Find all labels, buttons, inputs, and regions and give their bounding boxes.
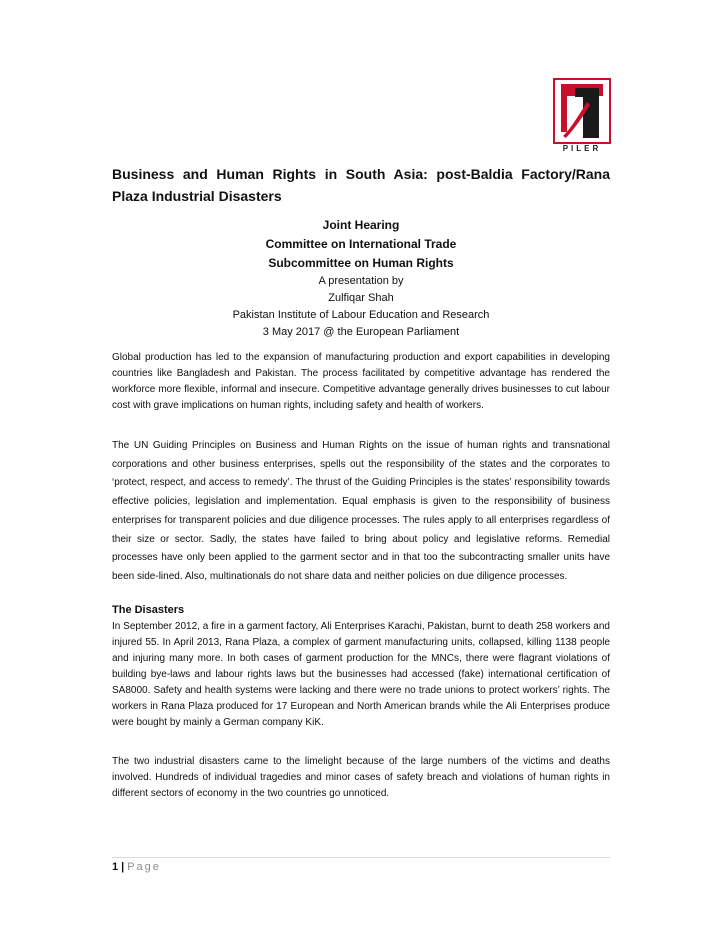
hearing-block xyxy=(112,216,610,341)
page-footer xyxy=(112,861,161,873)
section-heading-disasters: The Disasters xyxy=(112,604,185,616)
paragraph-limelight: The two industrial disasters came to the limelight because of the large numbers of the victims and deaths involved. Hundreds of individual tragedies and minor cases of safety breach and violations of human rights in different sectors of economy in the two countries go unnoticed. xyxy=(112,756,610,799)
footer-separator: | xyxy=(121,861,125,873)
hearing-date: 3 May 2017 @ the European Parliament xyxy=(262,326,460,338)
paragraph-disasters: In September 2012, a fire in a garment factory, Ali Enterprises Karachi, Pakistan, burnt to death 258 workers and injured 55. In April 2013, Rana Plaza, a complex of garment manufacturing units, collapsed, killing 1138 people and injuring many more. In both cases of garment production for the MNCs, there were flagrant violations of building bye-laws and labour rights laws but the businesses had accessed (fake) international certification of SA8000. Safety and health systems were lacking and there were no trade unions to protect workers’ rights. The workers in Rana Plaza produced for 17 European and North American brands while the Ali Enterprises produce were bought by mainly a German company KiK. xyxy=(112,621,610,728)
footer-divider xyxy=(112,857,610,858)
document-title: Business and Human Rights in South Asia: post-Baldia Factory/Rana Plaza Industrial Disasters xyxy=(112,166,610,204)
page-label: Page xyxy=(127,861,161,873)
page-number: 1 xyxy=(112,861,119,873)
piler-wordmark: PILER xyxy=(562,144,602,153)
paragraph-global-production: Global production has led to the expansion of manufacturing production and export capabilities in developing countries like Bangladesh and Pakistan. The process facilitated by competitive advantage has rendered the workforce more flexible, informal and insecure. Competitive advantage generally drives businesses to cut labour cost with grave implications on human rights, including safety and health of workers. xyxy=(112,352,610,411)
committee-name: Committee on International Trade xyxy=(265,237,457,251)
hearing-title: Joint Hearing xyxy=(322,218,400,232)
subcommittee-name: Subcommittee on Human Rights xyxy=(268,256,454,270)
presenter-organization: Pakistan Institute of Labour Education and Research xyxy=(232,309,490,321)
presenter-name: Zulfiqar Shah xyxy=(328,292,394,304)
presentation-by: A presentation by xyxy=(318,275,404,287)
piler-logo xyxy=(553,78,611,158)
paragraph-un-guiding-principles: The UN Guiding Principles on Business and Human Rights on the issue of human rights and transnational corporations and other business enterprises, spells out the responsibility of the states and the corporates to ‘protect, respect, and access to remedy’. The thrust of the Guiding Principles is the states’ responsibility towards effective policies, legislation and implementation. Equal emphasis is given to the responsibility of business enterprises for transparent policies and due diligence processes. The rules apply to all enterprises regardless of their size or sector. Sadly, the states have failed to bring about policy and legislative reforms. Remedial processes have only been applied to the garment sector and in that too the subcontracting smaller units have been side-lined. Also, multinationals do not share data and neither policies on due diligence processes. xyxy=(112,440,610,582)
piler-logo-mark xyxy=(553,78,611,144)
